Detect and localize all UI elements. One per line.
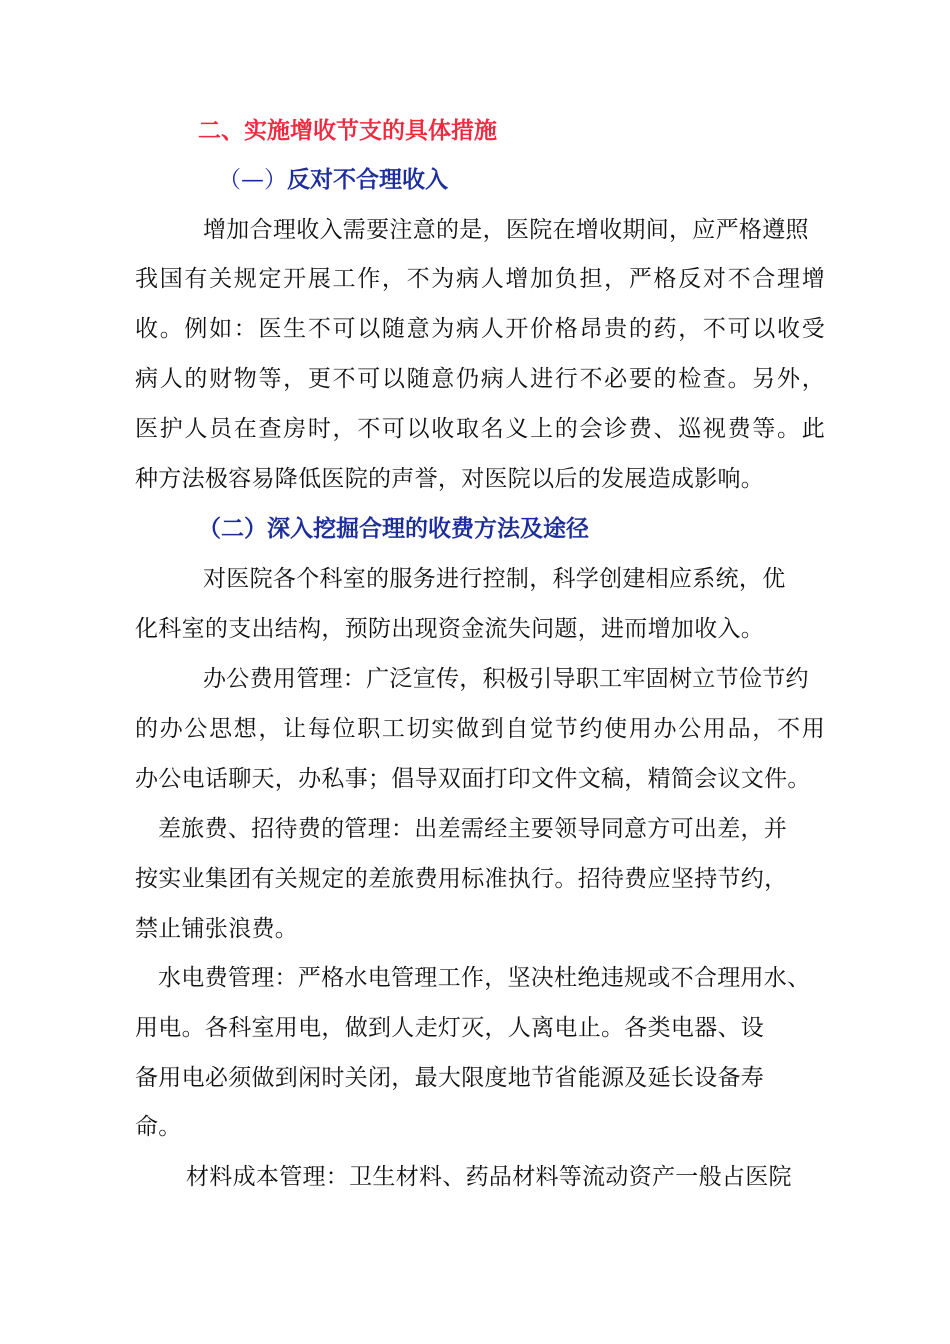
subsection-number-1: （—） <box>218 167 287 193</box>
para1-line-1: 增加合理收入需要注意的是，医院在增收期间，应严格遵照 <box>203 217 809 243</box>
para6-line-1: 材料成本管理：卫生材料、药品材料等流动资产一般占医院 <box>186 1164 792 1190</box>
para4-line-3: 禁止铺张浪费。 <box>135 916 299 942</box>
para4-line-2: 按实业集团有关规定的差旅费用标准执行。招待费应坚持节约， <box>135 866 788 892</box>
subsection-title-1: 反对不合理收入 <box>287 167 448 193</box>
para2-line-2: 化科室的支出结构，预防出现资金流失问题，进而增加收入。 <box>135 616 765 642</box>
para2-line-1: 对医院各个科室的服务进行控制，科学创建相应系统，优 <box>203 566 786 592</box>
para4-line-1: 差旅费、招待费的管理：出差需经主要领导同意方可出差，并 <box>158 816 788 842</box>
para5-line-4: 命。 <box>135 1114 182 1140</box>
para3-line-3: 办公电话聊天，办私事；倡导双面打印文件文稿，精简会议文件。 <box>135 766 811 792</box>
para5-line-1: 水电费管理：严格水电管理工作，坚决杜绝违规或不合理用水、 <box>158 965 811 991</box>
para1-line-5: 医护人员在查房时，不可以收取名义上的会诊费、巡视费等。此 <box>135 416 825 442</box>
para1-line-6: 种方法极容易降低医院的声誉，对医院以后的发展造成影响。 <box>135 466 765 492</box>
para5-line-2: 用电。各科室用电，做到人走灯灭，人离电止。各类电器、设 <box>135 1015 765 1041</box>
para3-line-2: 的办公思想，让每位职工切实做到自觉节约使用办公用品，不用 <box>135 716 825 742</box>
subsection-heading-2: （二）深入挖掘合理的收费方法及途径 <box>198 516 589 542</box>
section-heading: 二、实施增收节支的具体措施 <box>198 118 497 144</box>
para3-line-1: 办公费用管理：广泛宣传，积极引导职工牢固树立节俭节约 <box>203 666 809 692</box>
para1-line-3: 收。例如：医生不可以随意为病人开价格昂贵的药，不可以收受 <box>135 316 825 342</box>
subsection-heading-1 <box>218 165 448 195</box>
para1-line-4: 病人的财物等，更不可以随意仍病人进行不必要的检查。另外， <box>135 366 825 392</box>
para5-line-3: 备用电必须做到闲时关闭，最大限度地节省能源及延长设备寿 <box>135 1065 765 1091</box>
para1-line-2: 我国有关规定开展工作，不为病人增加负担，严格反对不合理增 <box>135 266 825 292</box>
